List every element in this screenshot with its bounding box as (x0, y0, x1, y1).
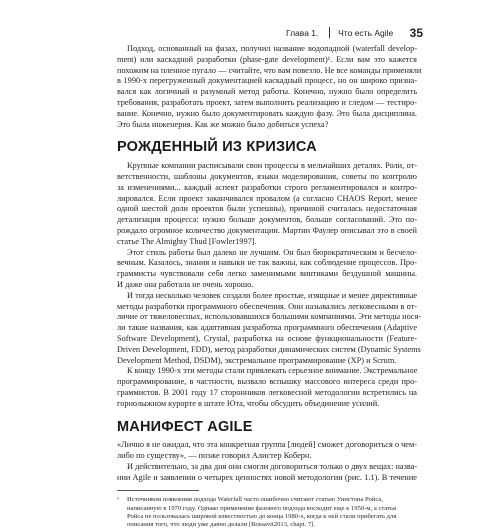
text-line: Development Method, DSDM), экстремальное программирование (XP) и Scrum. (117, 355, 397, 365)
text-line: горнолыжном курорте в штате Юта, чтобы обсудить объединение усилий. (117, 398, 380, 408)
text-line: методы разработки программного обеспечения. Они назывались легковесными в от- (117, 301, 417, 311)
text-line: И действительно, за два дня они смогли договориться только о двух вещах: назва- (127, 461, 418, 471)
footnote-mark: ¹ (117, 496, 119, 504)
paragraph (117, 248, 417, 291)
text-line: Подход, основанный на фазах, получил название водопадной (waterfall develop- (127, 44, 417, 53)
text-line: ветственности, шаблоны документов, языки моделирования, советы по контролю (117, 171, 417, 181)
footnote (117, 496, 417, 529)
paragraph (117, 462, 417, 484)
section-heading-manifesto: МАНИФЕСТ AGILE (117, 418, 253, 435)
text-line: похожим на пленное пугало — считайте, что вам повезло. Не все команды применяли (117, 65, 422, 75)
text-line: за изменениями... каждый аспект разработки строго регламентировался и контро- (117, 182, 417, 192)
footnote-line: Ройса не пользовалась широкой известностью до конца 1980-х, когда к ней стали прибегать для (127, 512, 397, 520)
text-line: «Лично я не ожидал, что эта конкретная группа [людей] сможет договориться о чем- (117, 440, 417, 450)
header-divider (329, 27, 330, 38)
text-line: вечным. Казалось, знания и навыки не так важны, как соблюдение процессов. Про- (117, 258, 417, 268)
footnote-line (117, 496, 417, 504)
text-line: И тогда несколько человек создали более простые, изящные и менее директивные (127, 290, 418, 300)
page-number: 35 (409, 26, 423, 40)
text-line: нии Agile и заявлении о четырех ценностях новой методологии (рис. 1.1). В течение (117, 472, 417, 482)
footnote-text: Источником появления подхода Waterfall часто ошибочно считают статью Уинстона Ройса, (127, 496, 383, 504)
text-line: детализация процесса: нужно больше документов, больше согласований. Это по- (117, 215, 417, 225)
section-heading-crisis: РОЖДЕННЫЙ ИЗ КРИЗИСА (117, 139, 317, 156)
footnote-line: описания того, что люди уже давно делали [Bossavit2013, chapt. 7]. (127, 521, 315, 529)
text-line: граммистов. В 2001 году 17 сторонников легковесной методологии встретились на (117, 387, 417, 397)
running-head (286, 26, 423, 40)
text-line: требования, разработать проект, затем выполнить реализацию и следом — тестиро- (117, 97, 417, 107)
text-line: личие от тяжеловесных, использовавшихся большими компаниями. Эти методы нося- (117, 312, 422, 322)
page-body (117, 44, 422, 529)
text-line: в 1990-х перегруженный документацией каскадный процесс, но он широко призна- (117, 76, 417, 86)
text-line: Software Development), Crystal, разработка на основе функциональности (Feature- (117, 333, 417, 343)
footnote-line: написанную в 1970 году. Однако применение фазового подхода восходит еще к 1950-м, а статья (127, 504, 397, 512)
text-line: Driven Development, FDD), метод разработки динамических систем (Dynamic Systems (117, 344, 421, 354)
text-line: Крупные компании расписывали свои процессы в мельчайших деталях. Роли, от- (127, 161, 417, 171)
text-line: статье The Almighty Thud [Fowler1997]. (117, 236, 257, 246)
text-line: одной шестой доли проектов были успешны), причиной считалась недостаточная (117, 204, 417, 214)
chapter-title: Что есть Agile (338, 28, 394, 38)
text-line: рождало огромное количество документации. Мартин Фаулер описывал это в своей (117, 225, 417, 235)
chapter-label: Глава 1. (285, 28, 319, 38)
text-line: ли такие названия, как адаптивная разработка программного обеспечения (Adaptive (117, 323, 417, 333)
text-line: либо по существу», — позже говорил Алистер Коберн. (117, 451, 312, 461)
text-line: ment) или каскадной разработки (phase-gate development)¹. Если вам это кажется (117, 54, 417, 64)
text-line: Этот стиль работы был далеко не лучшим. Он был бюрократическим и бесчело- (127, 247, 417, 257)
text-line: лировался. Если проект заканчивался провалом (а согласно CHAOS Report, менее (117, 193, 417, 203)
text-line: К концу 1990-х эти методы стали привлекать серьезное внимание. Экстремальное (127, 366, 418, 376)
text-line: вался как логичный и разумный метод работы. Конечно, нужно было определить (117, 87, 417, 97)
text-line: граммисты чувствовали себя легко заменимыми винтиками бездушной машины. (117, 269, 417, 279)
paragraph (117, 440, 417, 462)
footnote-divider (117, 490, 199, 491)
intro-paragraph (117, 44, 422, 130)
text-line: вание. Конечно, нужно было документировать каждую фазу. Это была дисциплина. (117, 108, 417, 118)
text-line: Это была инженерия. Как же можно было добиться успеха? (117, 119, 329, 129)
text-line: программирование, в частности, вызвало вспышку массового интереса среди про- (117, 377, 417, 387)
paragraph (117, 366, 417, 409)
paragraph (117, 290, 422, 367)
text-line: И даже она работала не очень хорошо. (117, 279, 254, 289)
paragraph (117, 161, 417, 247)
